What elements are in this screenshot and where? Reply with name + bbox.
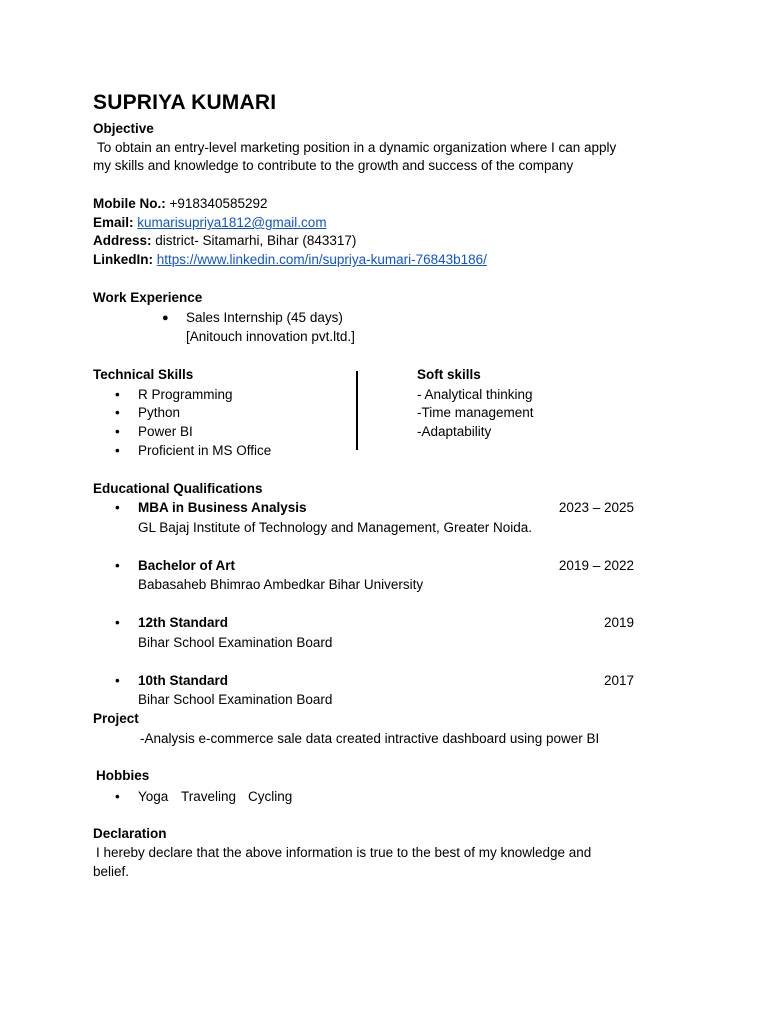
education-years: 2019	[603, 615, 634, 630]
address-value: district- Sitamarhi, Bihar (843317)	[155, 233, 357, 248]
objective-heading: Objective	[93, 121, 154, 136]
bullet-icon: ●	[162, 312, 169, 324]
education-institution: GL Bajaj Institute of Technology and Management, Greater Noida.	[138, 520, 532, 535]
technical-heading: Technical Skills	[93, 367, 194, 382]
education-degree: 10th Standard	[138, 673, 229, 688]
project-heading: Project	[93, 711, 139, 726]
bullet-icon: •	[115, 615, 120, 630]
column-divider	[356, 371, 358, 450]
email-row	[93, 214, 327, 232]
hobby-item: Cycling	[248, 789, 293, 804]
education-institution: Bihar School Examination Board	[138, 692, 333, 707]
hobbies-heading: Hobbies	[96, 768, 150, 783]
bullet-icon: •	[115, 387, 120, 402]
bullet-icon: •	[115, 443, 120, 458]
education-years: 2023 – 2025	[558, 500, 634, 515]
education-heading: Educational Qualifications	[93, 481, 263, 496]
email-label: Email:	[93, 215, 134, 230]
objective-line-1: To obtain an entry-level marketing position in a dynamic organization where I can apply	[97, 140, 617, 155]
bullet-icon: •	[115, 500, 120, 515]
bullet-icon: •	[115, 789, 120, 804]
work-company: [Anitouch innovation pvt.ltd.]	[186, 329, 355, 344]
linkedin-row	[93, 251, 487, 269]
soft-skill: - Analytical thinking	[417, 387, 533, 402]
bullet-icon: •	[115, 405, 120, 420]
linkedin-link[interactable]: https://www.linkedin.com/in/supriya-kumari-76843b186/	[156, 252, 487, 267]
project-text: -Analysis e-commerce sale data created intractive dashboard using power BI	[140, 731, 600, 746]
mobile-label: Mobile No.:	[93, 196, 166, 211]
work-item: Sales Internship (45 days)	[186, 310, 343, 325]
declaration-line-2: belief.	[93, 864, 130, 879]
linkedin-label: LinkedIn:	[93, 252, 153, 267]
education-degree: 12th Standard	[138, 615, 229, 630]
education-years: 2017	[603, 673, 634, 688]
technical-skill: Python	[138, 405, 181, 420]
work-heading: Work Experience	[93, 290, 203, 305]
education-institution: Bihar School Examination Board	[138, 635, 333, 650]
bullet-icon: •	[115, 424, 120, 439]
bullet-icon: •	[115, 558, 120, 573]
declaration-heading: Declaration	[93, 826, 167, 841]
hobby-item: Yoga	[138, 789, 169, 804]
technical-skill: Power BI	[138, 424, 193, 439]
soft-skill: -Time management	[417, 405, 534, 420]
objective-line-2: my skills and knowledge to contribute to the growth and success of the company	[93, 158, 574, 173]
education-degree: Bachelor of Art	[138, 558, 236, 573]
education-institution: Babasaheb Bhimrao Ambedkar Bihar University	[138, 577, 424, 592]
soft-skill: -Adaptability	[417, 424, 492, 439]
mobile-row	[93, 195, 268, 213]
address-row	[93, 232, 356, 250]
technical-skill: R Programming	[138, 387, 233, 402]
technical-skill: Proficient in MS Office	[138, 443, 272, 458]
candidate-name: SUPRIYA KUMARI	[93, 91, 277, 114]
education-years: 2019 – 2022	[558, 558, 634, 573]
declaration-line-1: I hereby declare that the above information is true to the best of my knowledge and	[96, 845, 592, 860]
hobby-item: Traveling	[181, 789, 237, 804]
mobile-value: +918340585292	[169, 196, 268, 211]
email-link[interactable]: kumarisupriya1812@gmail.com	[137, 215, 327, 230]
soft-heading: Soft skills	[417, 367, 481, 382]
address-label: Address:	[93, 233, 152, 248]
education-degree: MBA in Business Analysis	[138, 500, 307, 515]
bullet-icon: •	[115, 673, 120, 688]
